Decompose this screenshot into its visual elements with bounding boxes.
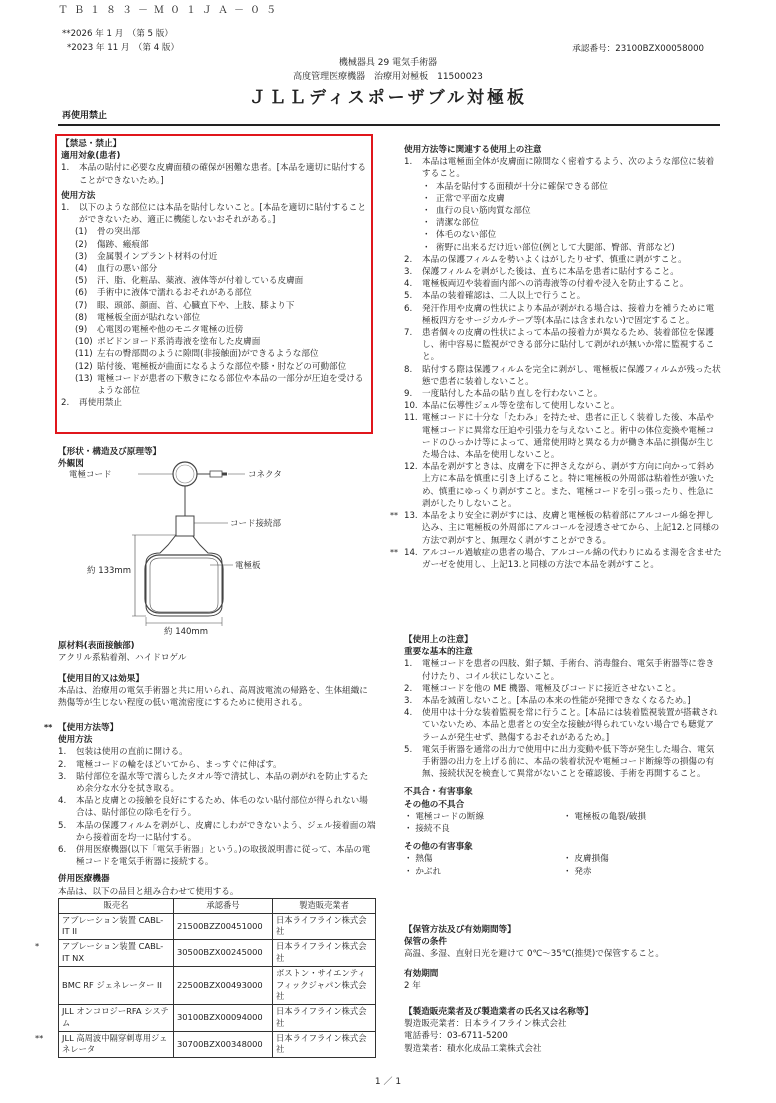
adverse-list	[404, 853, 722, 877]
item-number: 4.	[58, 796, 67, 807]
table-cell-approval	[174, 940, 273, 967]
item-number: 2.	[58, 759, 67, 770]
cell-text: 30100BZX00094000	[177, 1011, 263, 1022]
method-step	[58, 759, 376, 771]
item-text: 電極コードに十分な「たわみ」を持たせ、患者に正しく装着した後、本品や電極コードに異常な圧迫や引張力を与えないこと。術中の体位変換や電極コードのひっかけ等によって、通常使用時と異なる力が働き本品に損傷が生じた場合は、本品を使用しないこと。	[422, 413, 715, 461]
method-sub-heading: 使用方法	[58, 735, 93, 746]
table-cell-approval	[174, 913, 273, 940]
adverse-item: ・ 皮膚損傷	[563, 854, 609, 865]
item-number: 3.	[404, 267, 413, 278]
usage-item-1: 1. 以下のような部位には本品を貼付しないこと。[本品を適切に貼付することができないため、適正に機能しないおそれがある。]	[61, 203, 366, 226]
target-item: 1. 本品の貼付に必要な皮膚面積の確保が困難な患者。[本品を適切に貼付することができないため。]	[61, 163, 366, 186]
table-cell-name	[35, 1031, 174, 1058]
item-number: 9.	[404, 389, 413, 400]
combined-devices-table	[35, 898, 376, 1058]
page-number: 1 ／ 1	[374, 1077, 402, 1087]
item-number: (1)	[75, 227, 88, 238]
method-step	[58, 820, 376, 844]
cell-text: アブレーション装置 CABL-IT NX	[62, 941, 164, 963]
bullet-mark: ・	[422, 193, 431, 204]
method-list	[58, 746, 376, 868]
item-text: 併用医療機器(以下「電気手術器」という。)の取扱説明書に従って、本品の電極コードを電気手術器に接続する。	[76, 845, 371, 868]
cell-text: 日本ライフライン株式会社	[276, 914, 367, 937]
adverse-item: ・ かぶれ	[404, 866, 442, 877]
method-precaution-item	[404, 388, 722, 400]
method-precaution-item	[390, 547, 722, 571]
prohibited-site-item	[61, 251, 367, 263]
item-number: (13)	[75, 373, 93, 384]
storage-condition: 高温、多湿、直射日光を避けて 0℃～35℃(推奨)で保管すること。	[404, 949, 664, 960]
item-number: 10.	[404, 401, 418, 412]
classification-line: 機械器具 29 電気手術器	[338, 58, 438, 68]
table-cell-approval	[174, 1005, 273, 1032]
cell-text: 30500BZX00245000	[177, 947, 263, 958]
item-number: 3.	[58, 771, 67, 782]
bullet-mark: ・	[422, 242, 431, 253]
storage-condition-heading: 保管の条件	[404, 937, 447, 948]
item-text: 本品の装着確認は、二人以上で行うこと。	[422, 291, 586, 302]
method-step	[58, 844, 376, 868]
bullet-mark: ・	[422, 181, 431, 192]
other-malfunction-heading: その他の不具合	[404, 799, 465, 810]
table-row	[59, 940, 376, 967]
item-number: 2.	[404, 254, 413, 265]
cell-text: 日本ライフライン株式会社	[276, 1032, 367, 1055]
item-text: 手術中に液体で濡れるおそれがある部位	[97, 288, 252, 299]
item-text: 本品と皮膚との接触を良好にするため、体毛のない貼付部位が得られない場合は、貼付部位の除毛を行う。	[76, 796, 368, 819]
material-section	[58, 637, 376, 664]
item-number: (9)	[75, 325, 88, 336]
method-precaution-item	[404, 290, 722, 302]
reuse-prohibited-label: 再使用禁止	[62, 111, 108, 121]
maker-heading: 【製造販売業者及び製造業者の氏名又は名称等】	[404, 1007, 594, 1017]
usage-heading: 使用方法	[61, 190, 96, 201]
revision-mark: *	[35, 941, 40, 952]
revision-line-2026: **2026 年 1 月 （第 5 版）	[62, 29, 173, 39]
table-row	[59, 1005, 376, 1032]
cell-text: 日本ライフライン株式会社	[276, 1006, 367, 1028]
purpose-section	[58, 673, 376, 710]
adverse-item: ・ 熱傷	[404, 854, 433, 865]
table-cell-maker	[273, 1031, 376, 1058]
prohibited-site-item	[61, 361, 367, 373]
basic-precaution-item	[404, 744, 722, 781]
item-number: (11)	[75, 349, 93, 360]
width-label: 約 140mm	[164, 627, 208, 635]
malfunction-item: ・ 電極コードの断線	[404, 811, 485, 822]
item-number: 2.	[404, 683, 413, 694]
precautions-section	[404, 634, 722, 878]
malfunction-item: ・ 接続不良	[404, 824, 450, 835]
bullet-text: 血行の良い筋肉質な部位	[436, 206, 531, 217]
table-header-maker: 製造販売業者	[273, 898, 376, 913]
cell-text: BMC RF ジェネレーター II	[62, 979, 162, 990]
table-cell-approval	[174, 1031, 273, 1058]
prohibited-site-item	[61, 336, 367, 348]
method-step	[58, 746, 376, 758]
storage-heading: 【保管方法及び有効期間等】	[404, 925, 516, 935]
item-text: 保護フィルムを剥がした後は、直ちに本品を患者に貼付すること。	[422, 267, 679, 278]
placement-bullets	[404, 181, 722, 254]
shape-heading: 【形状・構造及び原理等】	[58, 447, 162, 457]
method-step	[58, 771, 376, 795]
item-text: 本品の保護フィルムを勢いよくはがしたりせず、慎重に剥がすこと。	[422, 254, 687, 265]
item-number: (10)	[75, 337, 93, 348]
item-number: (3)	[75, 251, 88, 262]
item-number: (4)	[75, 264, 88, 275]
placement-bullet	[404, 242, 722, 254]
connector-label: コネクタ	[248, 470, 282, 480]
bullet-text: 術野に出来るだけ近い部位(例として大腿部、臀部、背部など)	[436, 242, 675, 253]
prohibited-site-item	[61, 324, 367, 336]
classification-detail: 高度管理医療機器 治療用対極板 11500023	[293, 72, 483, 82]
contraindications-heading: 【禁忌・禁止】	[61, 139, 122, 149]
method-precaution-item	[404, 303, 722, 327]
cell-text: JLL オンコロジーRFA システム	[62, 1006, 169, 1028]
item-text: 電極コードの輪をほどいてから、まっすぐに伸ばす。	[76, 759, 282, 770]
prohibited-site-item	[61, 287, 367, 299]
item-text: 本品に伝導性ジェル等を塗布して使用しないこと。	[422, 401, 620, 412]
plate-label: 電極板	[235, 561, 261, 571]
table-cell-maker	[273, 966, 376, 1004]
adverse-item: ・ 発赤	[563, 866, 592, 877]
item-number: 4.	[404, 279, 413, 290]
method-precaution-item	[404, 400, 722, 412]
item-number: 13.	[404, 511, 418, 522]
placement-bullet	[404, 205, 722, 217]
prohibited-site-item	[61, 312, 367, 324]
basic-precautions-list	[404, 658, 722, 780]
revision-mark: **	[390, 511, 398, 521]
prohibited-site-item	[61, 263, 367, 275]
marketing-holder: 製造販売業者：日本ライフライン株式会社	[404, 1019, 567, 1030]
cell-text: JLL 高周波中隔穿刺専用ジェネレータ	[62, 1032, 168, 1055]
approval-number: 承認番号：23100BZX00058000	[572, 44, 704, 54]
bullet-text: 正常で平面な皮膚	[436, 193, 505, 204]
bullet-mark: ・	[422, 218, 431, 229]
item-number: (7)	[75, 300, 88, 311]
prohibited-site-item	[61, 348, 367, 360]
item-text: 左右の臀部間のように隙間(非接触面)ができるような部位	[97, 349, 319, 360]
item-text: ポビドンヨード系消毒液を塗布した皮膚面	[97, 337, 261, 348]
item-number: 3.	[404, 696, 413, 707]
item-text: 傷跡、瘢痕部	[97, 239, 149, 250]
electrode-diagram	[60, 460, 300, 635]
item-number: 12.	[404, 462, 418, 473]
method-section: ** 【使用方法等】 使用方法 1. 包装は使用の直前に開ける。 2. 電極コードの輪をほどいてから、まっすぐに伸ばす。 3. 貼付部位を温水等で濡らしたタオル等で清拭し、本品の剥がれを防止するため余分な水分を拭き取る。 4. 本品と皮膚との接触を良好にするため、体毛のない貼付部位が得られない場合は、貼付部位の除毛を行う。 5. 本品の保護フィルムを剥がし、皮膚にしわができないよう、ジェル接着面の端から接着面を均一に貼付する。 6. 併用医療機器(以下「電気手術器」という。)の取扱説明書に従って、本品の電極コードを電気手術器に接続する。 併用医療機器 本品は、以下の品目と組み合わせて使用する。 販売名 承認番号 製造販売業者 アブレーション装置 CABL-IT II 21500BZZ00451000 日本ライフライン株式会社 * アブレーション装置 CABL-IT NX 30500BZX00245000 日本ライフライン株式会社 BMC RF ジェネレーター II 22500BZX00493000 ボストン・サイエンティフィックジャパン株式会社 JLL オンコロジーRFA システム 30100BZX00094000 日本ライフライン株式会社 ** JLL 高周波中隔穿刺専用ジェネレータ 30700BZX00348000 日本ライフライン株式会社	[58, 722, 376, 1058]
item-text: 電極コードを他の ME 機器、電極及びコードに接近させないこと。	[422, 683, 681, 694]
item-text: 使用中は十分な装着監視を常に行うこと。[本品には装着監視装置が搭載されていないため、本品と患者との安全な接触が得られていない場合でも聴覚アラームが発生せず、熱傷するおそれがあるため。]	[422, 708, 718, 743]
item-text: 本品を減菌しないこと。[本品の本来の性能が発揮できなくなるため。]	[422, 696, 691, 707]
table-cell-name	[59, 913, 174, 940]
table-row	[59, 913, 376, 940]
cell-text: 22500BZX00493000	[177, 979, 263, 990]
precaution-item-1: 1. 本品は電極面全体が皮膚面に隙間なく密着するよう、次のような部位に装着すること。	[404, 157, 715, 180]
purpose-text: 本品は、治療用の電気手術器と共に用いられ、高周波電流の帰路を、生体組織に熱傷等が生じない程度の低い電流密度にするために使用される。	[58, 686, 368, 709]
item-number: 8.	[404, 364, 413, 375]
method-heading: 【使用方法等】	[58, 723, 119, 733]
appearance-heading: 外観図	[58, 459, 84, 470]
malfunction-list	[404, 811, 722, 835]
cord-label: 電極コード	[69, 470, 112, 480]
combined-devices-intro: 本品は、以下の品目と組み合わせて使用する。	[58, 886, 239, 897]
table-header-approval: 承認番号	[174, 898, 273, 913]
placement-bullet	[404, 229, 722, 241]
item-text: 電極コードが患者の下敷きになる部位や本品の一部分が圧迫を受けるような部位	[97, 373, 364, 397]
item-number: 5.	[404, 291, 413, 302]
malfunction-item: ・ 電極板の亀裂/破損	[563, 811, 646, 822]
table-cell-name	[35, 940, 174, 967]
prohibited-site-item	[61, 373, 367, 397]
combined-devices-heading: 併用医療機器	[58, 874, 110, 885]
item-number: 6.	[404, 303, 413, 314]
revision-mark: **	[390, 547, 398, 557]
item-text: 一度貼付した本品の貼り直しを行わないこと。	[422, 389, 603, 400]
placement-bullet	[404, 217, 722, 229]
item-number: 7.	[404, 328, 413, 339]
usage-item-2: 2. 再使用禁止	[61, 398, 122, 409]
method-precaution-item	[404, 412, 722, 461]
item-number: 11.	[404, 413, 418, 424]
table-cell-name	[59, 1005, 174, 1032]
item-number: 5.	[404, 744, 413, 755]
method-precautions-heading: 使用方法等に関連する使用上の注意	[404, 145, 542, 155]
table-row	[59, 966, 376, 1004]
bullet-mark: ・	[422, 206, 431, 217]
revision-line-2023: *2023 年 11 月 （第 4 版）	[67, 43, 180, 53]
basic-precaution-item	[404, 658, 722, 682]
item-number: (5)	[75, 276, 88, 287]
other-adverse-heading: その他の有害事象	[404, 842, 473, 853]
cell-text: 日本ライフライン株式会社	[276, 941, 367, 963]
table-cell-maker	[273, 913, 376, 940]
prohibited-site-item	[61, 300, 367, 312]
prohibited-site-item	[61, 239, 367, 251]
item-text: 貼付する際は保護フィルムを完全に剥がし、電極板に保護フィルムが残った状態で患者に装着しないこと。	[422, 364, 721, 387]
item-number: 6.	[58, 845, 67, 856]
method-precaution-item	[404, 461, 722, 510]
phone-number: 電話番号：03-6711-5200	[404, 1031, 508, 1042]
expiry-heading: 有効期間	[404, 968, 439, 979]
document-number: ＴＢ１８３－Ｍ０１ＪＡ－０５	[58, 5, 282, 16]
cell-text: 30700BZX00348000	[177, 1038, 263, 1049]
item-number: 5.	[58, 820, 67, 831]
item-text: 患者個々の皮膚の性状によって本品の接着力が異なるため、装着部位を保護し、術中容易に監視ができる部分に貼付して剥がれが無いか常に監視すること。	[422, 328, 715, 363]
cell-text: アブレーション装置 CABL-IT II	[62, 914, 164, 937]
table-cell-approval	[174, 966, 273, 1004]
table-cell-name	[59, 966, 174, 1004]
material-text: アクリル系粘着剤、ハイドロゲル	[58, 653, 187, 664]
item-number: (12)	[75, 361, 93, 372]
method-precaution-item	[404, 364, 722, 388]
target-heading: 適用対象(患者)	[61, 151, 121, 162]
table-header-name: 販売名	[59, 898, 174, 913]
item-text: 電極板全面が貼れない部位	[97, 312, 201, 323]
item-text: 電極コードを患者の四肢、鉗子類、手術台、消毒盤台、電気手術器等に巻き付けたり、コイル状にしないこと。	[422, 659, 715, 682]
method-precaution-item	[404, 278, 722, 290]
basic-precaution-item	[404, 695, 722, 707]
item-text: 電気手術器を通常の出力で使用中に出力変動や低下等が発生した場合、電気手術器の出力を上げる前に、本品の装着状況や電極コード断線等の損傷の有無、接続状況を検査して異常がないことを確認後、手術を再開すること。	[422, 744, 715, 780]
bullet-text: 清潔な部位	[436, 218, 479, 229]
precautions-heading: 【使用上の注意】	[404, 635, 473, 645]
cell-text: ボストン・サイエンティフィックジャパン株式会社	[276, 967, 367, 1002]
height-label: 約 133mm	[87, 566, 131, 576]
item-text: アルコール過敏症の患者の場合、アルコール綿の代わりにぬるま湯を含ませたガーゼを使用し、上記13.と同様の方法で本品を剥がすこと。	[422, 547, 722, 570]
maker-section	[404, 1006, 722, 1055]
item-number: 4.	[404, 708, 413, 719]
storage-section	[404, 924, 722, 992]
prohibited-site-item	[61, 275, 367, 287]
item-text: 汗、脂、化粧品、薬液、液体等が付着している皮膚面	[97, 276, 304, 287]
item-text: 眼、頭部、顔面、首、心臓直下や、上肢、膝より下	[97, 300, 295, 311]
method-precautions-list	[390, 254, 722, 571]
table-cell-maker	[273, 1005, 376, 1032]
header-divider	[58, 124, 720, 126]
material-heading: 原材料(表面接触部)	[58, 641, 135, 651]
cell-text: 21500BZZ00451000	[177, 920, 263, 931]
revision-mark: **	[35, 1032, 44, 1043]
method-precaution-item	[390, 510, 722, 547]
document-title: ＪＬＬディスポーザブル対極板	[249, 88, 527, 108]
item-number: 14.	[404, 547, 418, 558]
item-text: 本品を剥がすときは、皮膚を下に押さえながら、剥がす方向に向かって斜め上方に本品を慎重に引き上げること。特に電極板の外周部は粘着性が強いため、慎重にゆっくり剥がすこと。また、電極コードを引っ張ったり、性急に剥がしたりしないこと。	[422, 462, 715, 509]
item-number: 1.	[58, 747, 67, 758]
item-text: 包装は使用の直前に開ける。	[76, 747, 188, 758]
item-number: (8)	[75, 312, 88, 323]
item-number: (6)	[75, 288, 88, 299]
item-text: 本品をより安全に剥がすには、皮膚と電極板の粘着部にアルコール綿を押し込み、主に電極板の外周部にアルコールを浸透させてから、上記12.と同様の方法で剥がすと、無理なく剥がすことができる。	[422, 511, 720, 546]
basic-precautions-heading: 重要な基本的注意	[404, 647, 473, 658]
contraindications-box	[55, 134, 373, 434]
cord-joint-label: コード接続部	[230, 519, 282, 529]
placement-bullet	[404, 193, 722, 205]
table-row	[59, 1031, 376, 1058]
placement-bullet	[404, 181, 722, 193]
item-text: 貼付部位を温水等で濡らしたタオル等で清拭し、本品の剥がれを防止するため余分な水分を拭き取る。	[76, 771, 369, 795]
bullet-mark: ・	[422, 230, 431, 241]
method-step	[58, 795, 376, 819]
prohibited-site-item	[61, 226, 367, 238]
item-text: 骨の突出部	[97, 227, 140, 238]
item-text: 貼付後、電極板が曲面になるような部位や膝・肘などの可動部位	[97, 361, 347, 372]
item-text: 発汗作用や皮膚の性状により本品が剥がれる場合は、接着力を補うために電極板四方をサージカルテープ等(本品には含まれない)で固定すること。	[422, 303, 715, 326]
item-text: 電極板両辺や装着面内部への消毒液等の付着や浸入を防止すること。	[422, 279, 689, 290]
method-precaution-item	[404, 266, 722, 278]
item-text: 血行の悪い部分	[97, 264, 158, 275]
method-precaution-item	[404, 327, 722, 364]
expiry-period: 2 年	[404, 980, 421, 991]
item-text: 本品の保護フィルムを剥がし、皮膚にしわができないよう、ジェル接着面の端から接着面を均一に貼付する。	[76, 820, 376, 843]
bullet-text: 体毛のない部位	[436, 230, 497, 241]
bullet-text: 本品を貼付する面積が十分に確保できる部位	[436, 181, 608, 192]
item-number: (2)	[75, 239, 88, 250]
prohibited-sites-list	[61, 226, 367, 397]
item-text: 金属製インプラント材料の付近	[97, 251, 218, 262]
manufacturer: 製造業者：積水化成品工業株式会社	[404, 1043, 542, 1054]
purpose-heading: 【使用目的又は効果】	[58, 674, 144, 684]
item-text: 心電図の電極や他のモニタ電極の近傍	[97, 325, 244, 336]
method-precaution-item	[404, 254, 722, 266]
basic-precaution-item	[404, 683, 722, 695]
method-precautions-section	[390, 144, 722, 571]
basic-precaution-item	[404, 707, 722, 744]
malfunction-heading: 不具合・有害事象	[404, 787, 473, 798]
table-cell-maker	[273, 940, 376, 967]
item-number: 1.	[404, 659, 413, 670]
